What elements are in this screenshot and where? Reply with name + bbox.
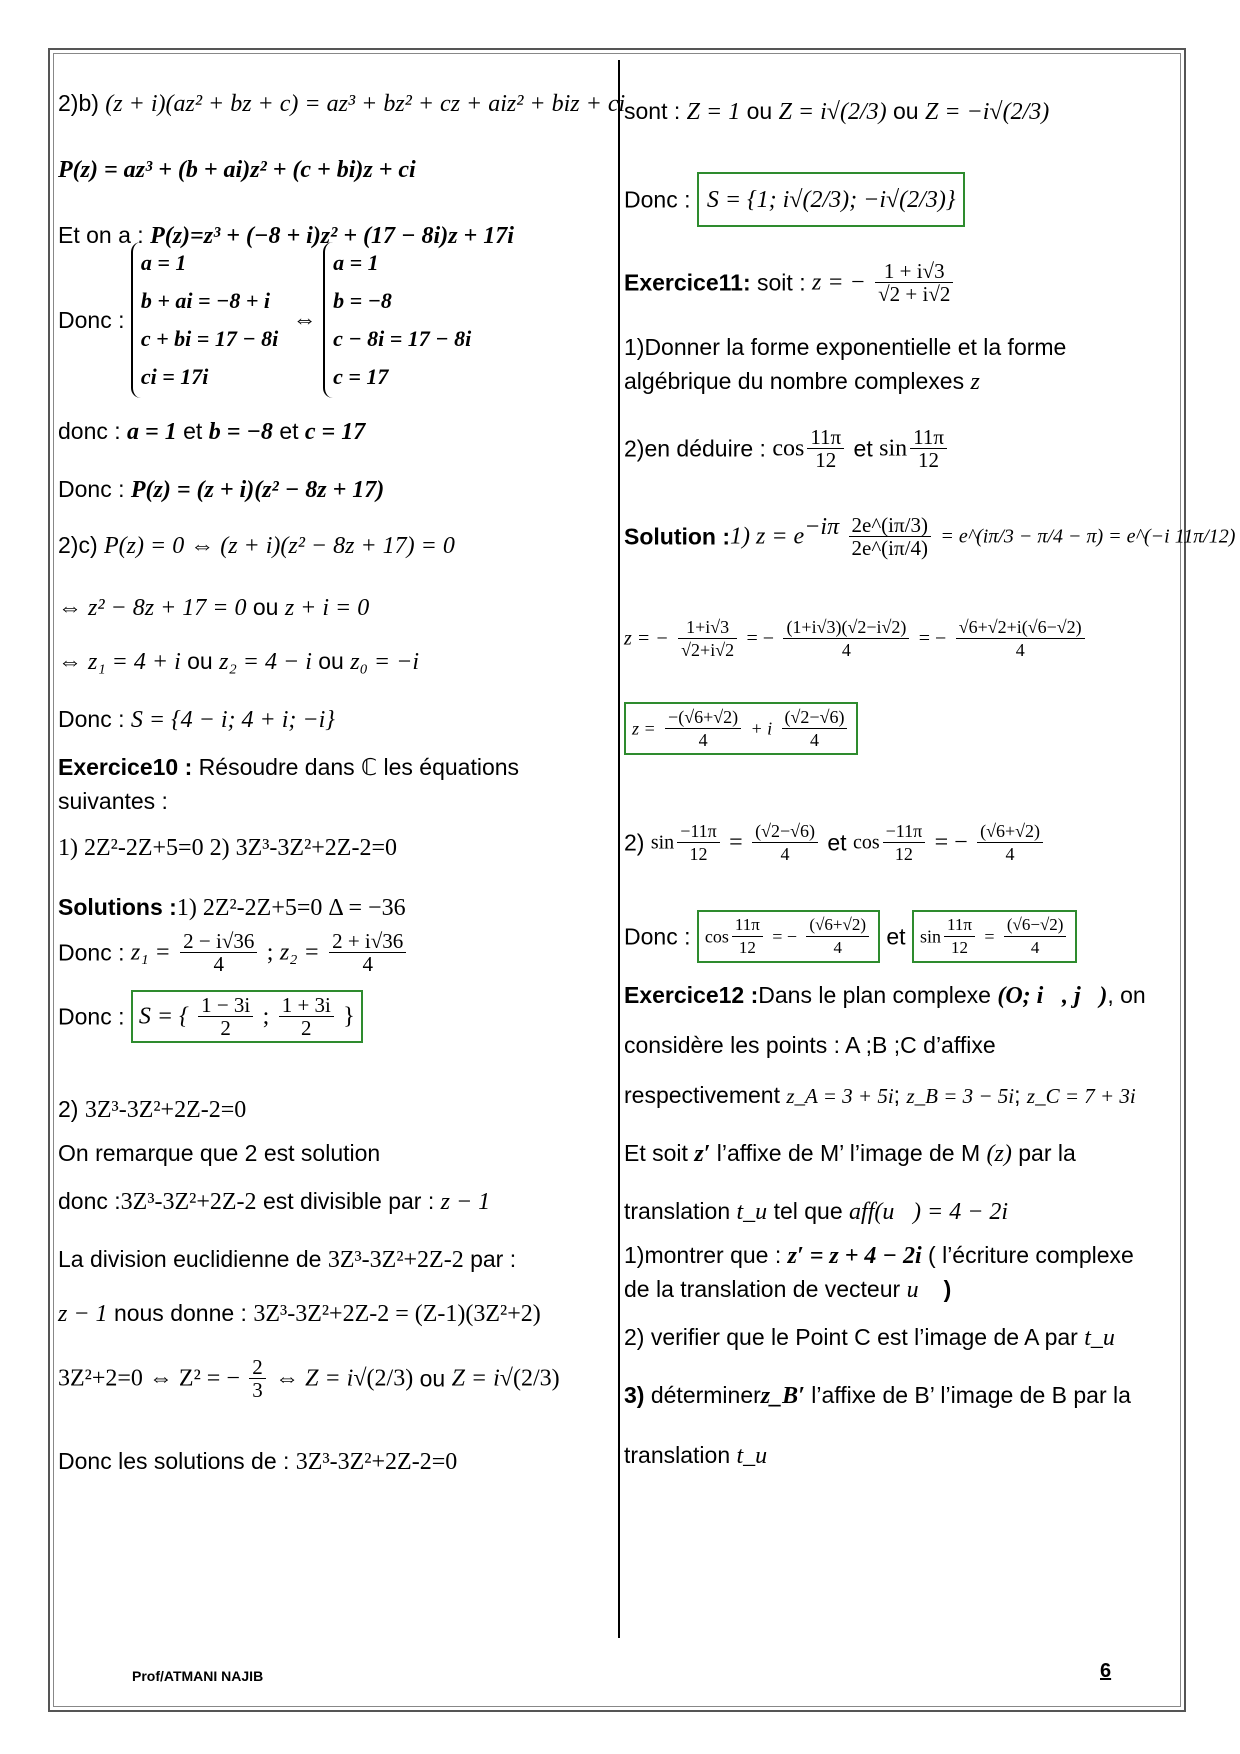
text: 2)en déduire : [624,435,766,462]
text: est divisible par : [262,1188,435,1214]
text: et [183,418,203,444]
numerator: 1 − 3i [198,994,253,1017]
equation: 3Z³-3Z²+2Z-2 [120,1189,257,1215]
solutions-heading [58,892,406,923]
exercise-title: Exercice10 : [58,754,193,780]
equation: P(z) = az³ + (b + ai)z² + (c + bi)z + ci [58,157,416,183]
equation: z = − [624,627,669,650]
line-boxed-S [58,990,363,1043]
line-2c [58,530,455,561]
solutions-title: Solutions : [58,894,177,920]
equation: z − 1 [440,1189,491,1215]
line-equiv2 [58,646,419,677]
ex12-q1 [624,1240,1134,1271]
numerator: (√6−√2) [1004,914,1067,937]
equation: z₂ = 4 − i [219,649,312,675]
denominator: 4 [1030,938,1040,957]
equation: z = [632,718,656,739]
fraction [677,820,720,865]
equation: S = {4 − i; 4 + i; −i} [130,707,335,733]
numerator: √6+√2+i(√6−√2) [956,616,1085,639]
equation: = e^(iπ/3 − π/4 − π) = e^(−i 11π/12) [940,525,1236,548]
text: ( l’écriture complexe [928,1242,1134,1268]
text: ou [893,98,919,124]
text: par la [1018,1140,1076,1166]
solution-box [131,990,363,1043]
numerator: (√6+√2) [977,820,1043,843]
numerator: 2e^(iπ/3) [849,514,931,537]
label: donc : [58,1188,121,1214]
sys-line: a = 1 [140,250,187,275]
line-sont [624,96,1049,127]
equation: Z = 1 [686,99,741,125]
denominator: 12 [689,844,708,864]
text: sont : [624,98,681,124]
equation: P(z) = (z + i)(z² − 8z + 17) [130,477,385,503]
label: 2) [58,1096,79,1122]
label: 2)b) [58,90,99,116]
line-boxed-S2 [624,172,965,227]
denominator: 2 [220,1016,231,1040]
denominator: 4 [841,640,851,660]
text: ou [252,594,279,620]
denominator: 12 [738,938,756,957]
equation: z = − [811,269,866,296]
equation: ⇔ z₁ = 4 + i [58,649,181,675]
line-2b [58,88,625,119]
equation: Z = −i√(2/3) [925,99,1050,125]
line-abc [58,416,365,447]
numerator: 1+i√3 [678,616,737,639]
boxed-z [624,702,858,755]
fraction [807,426,844,471]
fraction [806,914,869,959]
equation: u⃗ [906,1277,938,1303]
ex12-heading [624,980,1146,1011]
ex12-line3: respectivement z_A = 3 + 5i; z_B = 3 − 5i; z_C = 7 + 3i [624,1082,1136,1108]
text: déterminer [650,1382,761,1408]
denominator: 12 [950,938,968,957]
fraction [956,616,1085,661]
fraction [198,994,253,1039]
text: ou [187,648,213,674]
ex10-heading [58,752,519,782]
fraction [783,616,909,661]
line-solution-set [58,704,335,735]
label: Donc : [58,1003,125,1030]
label: Donc : [624,186,691,213]
sys-line: c + bi = 17 − 8i [140,326,279,351]
denominator: 12 [815,448,837,472]
equation: z + i = 0 [284,595,370,621]
sin-box [912,910,1077,963]
exponent: −iπ [804,514,840,540]
equation: 1) 2Z²-2Z+5=0 Δ = −36 [176,895,406,921]
equation: sin [879,435,908,462]
denominator: 2 [301,1016,312,1040]
cos-box [697,910,880,963]
equation: z − 1 [58,1301,108,1327]
fraction [782,706,848,751]
sys-line: b + ai = −8 + i [140,288,271,313]
numerator: 2 + i√36 [329,930,406,953]
text: l’affixe de M’ l’image de M [716,1140,981,1166]
equation: z′ = z + 4 − 2i [787,1243,922,1269]
fraction [944,914,975,959]
line-P [58,154,416,185]
text: On remarque que 2 est solution [58,1140,381,1166]
numerator: (√2−√6) [782,706,848,729]
fraction [678,616,737,661]
equation: (O; i⃗, j⃗) [997,983,1108,1009]
text: et [827,829,847,856]
label: Donc : [58,476,125,502]
text: de la translation de vecteur [624,1276,901,1302]
text: tel que [773,1198,843,1224]
label: Et on a : [58,222,144,248]
numerator: 1 + 3i [279,994,334,1017]
line-remark [58,1138,380,1168]
text: ou [318,648,344,674]
label: Donc : [58,706,125,732]
line-factor [58,474,384,505]
numerator: 11π [807,426,844,449]
equation: P(z)=z³ + (−8 + i)z² + (17 − 8i)z + 17i [150,223,514,249]
equation: 3Z²+2=0 ⇔ Z² = − [58,1365,240,1392]
sys-line: ci = 17i [140,364,209,389]
text: et [279,418,299,444]
numerator: (√6+√2) [806,914,869,937]
equation: z_C = 7 + 3i [1026,1084,1136,1108]
equation: 3Z³-3Z²+2Z-2 [327,1247,464,1273]
equation: P(z) = 0 ⇔ (z + i)(z² − 8z + 17) = 0 [104,533,455,559]
ex10-questions [58,832,397,863]
line-sin-cos [624,820,1046,865]
equation: Z = i√(2/3) [778,99,887,125]
equation: z_B′ [760,1383,805,1409]
line-boxed-trig [624,910,1077,963]
equation: b = −8 [208,419,273,445]
denominator: 4 [810,730,819,750]
solution-box [697,172,966,227]
denominator: 4 [1015,640,1025,660]
equation: a = 1 [127,419,177,445]
equation: sin [919,926,941,947]
ex12-q2 [624,1322,1115,1353]
text: ou [419,1365,446,1392]
denominator: 4 [362,952,373,976]
equation: z [970,369,980,395]
text: Résoudre dans ℂ les équations [198,754,520,780]
numerator: 11π [732,914,763,937]
text: respectivement [624,1082,780,1108]
numerator: (√2−√6) [752,820,818,843]
numerator: 11π [910,426,947,449]
equation: cos [704,926,729,947]
equation: = − [772,926,798,947]
equation: ⇔ Z = i [275,1365,354,1392]
denominator: √2 + i√2 [878,282,951,306]
text: et [886,923,906,950]
column-divider [618,60,620,1638]
label: Donc : [58,307,125,333]
text: nous donne : [113,1300,247,1326]
text: ; [262,1003,270,1030]
text: l’affixe de B’ l’image de B par la [811,1382,1131,1408]
equation: = − [934,829,968,856]
algebraic-line [624,616,1088,661]
ex11-q1a [624,332,1066,362]
ex12-line2 [624,1030,996,1060]
page-number: 6 [1100,1660,1112,1682]
numerator: −(√6+√2) [665,706,741,729]
equation: z₂ = [279,939,320,966]
equation: 3Z³-3Z²+2Z-2=0 [295,1449,458,1475]
text: translation [624,1198,731,1224]
denominator: 4 [833,938,842,957]
text: par : [470,1246,517,1272]
fraction [1004,914,1067,959]
sys-line: c − 8i = 17 − 8i [333,326,472,351]
label: Donc : [58,939,125,966]
equation: = [984,926,995,947]
label: Donc : [624,923,691,950]
equation: + i [750,718,773,739]
text: La division euclidienne de [58,1246,322,1272]
numerator: (1+i√3)(√2−i√2) [783,616,909,639]
equation: cos [852,831,880,854]
equation: √(2/3) [353,1365,414,1392]
fraction [249,1356,266,1401]
equation: cos [772,435,805,462]
ex10-text2 [58,786,168,816]
fraction [849,514,931,559]
denominator: 4 [213,952,224,976]
equation: ⇔ z² − 8z + 17 = 0 [58,595,247,621]
text: translation [624,1442,731,1468]
equation: (z + i)(az² + bz + c) = az³ + bz² + cz + aiz² + biz + ci [105,91,626,117]
exercise-title: Exercice11: [624,269,751,296]
ex12-q3 [624,1380,1131,1411]
equation: = − [746,627,775,650]
equation: t_u [1084,1325,1115,1351]
equation: aff(u⃗) = 4 − 2i [849,1199,1009,1225]
ex12-line4 [624,1138,1076,1169]
line-z1-z2 [58,930,409,975]
equation: t_u [736,1199,768,1225]
denominator: 2e^(iπ/4) [851,536,928,561]
ex12-q1-cont [624,1274,951,1305]
denominator: 12 [918,448,940,472]
label: 2) [624,829,645,856]
line-last [58,1446,457,1477]
line-euclid [58,1244,516,1275]
system-block [58,242,479,398]
equation: 1) 2Z²-2Z+5=0 2) 3Z³-3Z²+2Z-2=0 [58,835,397,861]
equation: = − [918,627,947,650]
label: 3) [624,1382,645,1408]
line-part2 [58,1094,246,1125]
line-result [58,1298,541,1329]
text: Dans le plan complexe [758,982,991,1008]
equation: = [729,829,743,856]
equation: c = 17 [304,419,366,445]
ex11-q2 [624,426,950,471]
equation: z′ [694,1141,711,1167]
text: 1)Donner la forme exponentielle et la forme [624,334,1067,360]
numerator: 2 − i√36 [180,930,257,953]
result-box [624,702,858,755]
ex11-q1b [624,366,980,397]
equation: S = {1; i√(2/3); −i√(2/3)} [706,187,956,213]
line-quadratic [58,1356,560,1401]
equation: (z) [986,1141,1012,1167]
text: 1)montrer que : [624,1242,782,1268]
ex12-q3-cont [624,1440,767,1471]
equation: 1) z = e [730,523,805,550]
equation: z₀ = −i [350,649,419,675]
equation: Z = i [451,1365,500,1392]
solution-title: Solution : [624,523,731,550]
fraction [910,426,947,471]
text: ) [943,1276,952,1302]
text: soit : [757,269,806,296]
text: ou [746,98,773,124]
denominator: √2+i√2 [681,640,735,660]
line-divisible [58,1186,490,1217]
sys-line: b = −8 [333,288,392,313]
label: donc : [58,418,121,444]
fraction [883,820,926,865]
text: Donc les solutions de : [58,1448,290,1474]
text: 2) verifier que le Point C est l’image de A par [624,1324,1078,1350]
system-1 [131,242,286,398]
equation: z₁ = [130,939,171,966]
fraction [977,820,1043,865]
fraction [279,994,334,1039]
denominator: 3 [252,1378,263,1402]
fraction [732,914,763,959]
sys-line: a = 1 [333,250,379,275]
denominator: 4 [698,730,708,750]
sol11-line1 [624,512,1235,559]
equation: t_u [736,1443,768,1469]
fraction [752,820,818,865]
fraction [329,930,406,975]
line-equiv1 [58,592,369,623]
numerator: −11π [677,820,720,843]
text: Et soit [624,1140,688,1166]
sys-line: c = 17 [333,364,389,389]
denominator: 4 [780,844,790,864]
denominator: 12 [894,844,913,864]
numerator: 1 + i√3 [875,260,953,283]
equation: z_A = 3 + 5i [786,1084,894,1108]
numerator: 11π [944,914,975,937]
system-2 [323,242,479,398]
text: algébrique du nombre complexes [624,368,965,394]
text: et [853,435,873,462]
equation: 3Z³-3Z²+2Z-2=0 [84,1097,247,1123]
fraction [180,930,257,975]
denominator: 4 [1005,844,1015,864]
text: suivantes : [58,788,168,814]
equation: √(2/3) [499,1365,560,1392]
equation: z_B = 3 − 5i [906,1084,1015,1108]
text: ; [266,939,274,966]
ex11-heading [624,260,956,305]
equiv-symbol: ⇔ [292,307,317,333]
exercise-title: Exercice12 : [624,982,759,1008]
text: , on [1107,982,1146,1008]
fraction [665,706,741,751]
label: 2)c) [58,532,98,558]
footer-author: Prof/ATMANI NAJIB [132,1668,264,1684]
ex12-line5 [624,1196,1008,1227]
text: } [343,1003,355,1030]
equation: sin [650,831,675,854]
text: S = { [138,1003,189,1030]
fraction [875,260,953,305]
text: considère les points : A ;B ;C d’affixe [624,1032,996,1058]
numerator: −11π [883,820,926,843]
numerator: 2 [249,1356,266,1379]
equation: 3Z³-3Z²+2Z-2 = (Z-1)(3Z²+2) [253,1301,541,1327]
